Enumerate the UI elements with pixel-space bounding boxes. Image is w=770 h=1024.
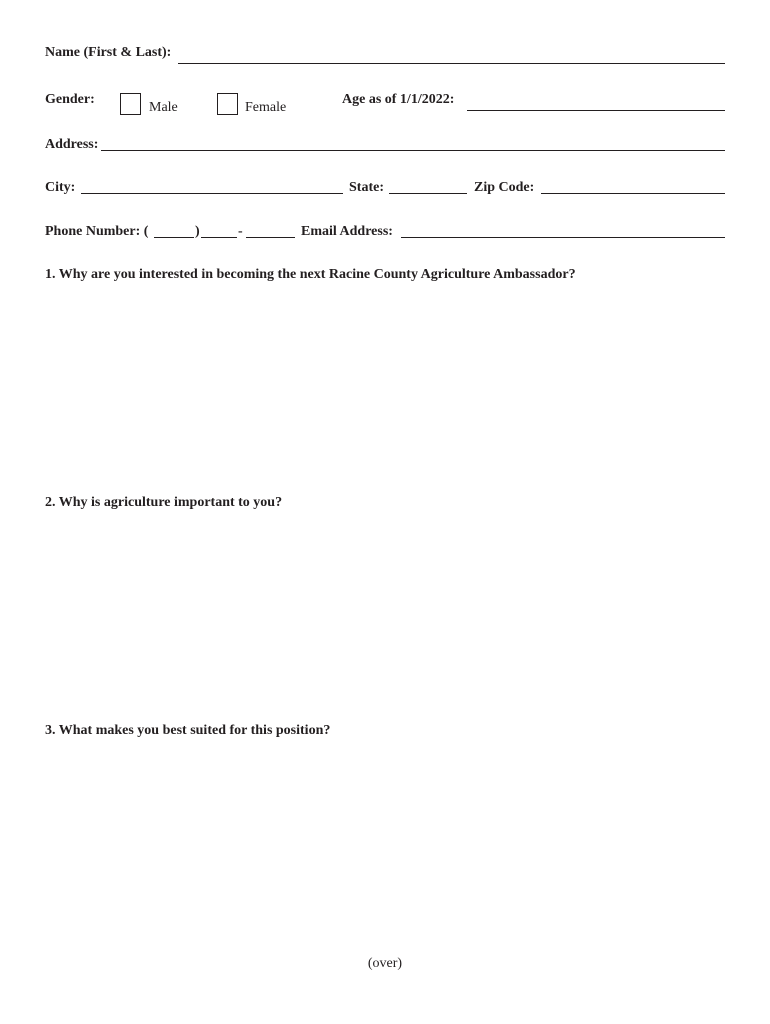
- gender-age-row: [45, 92, 725, 116]
- state-label: State:: [349, 180, 384, 195]
- answer-3-area[interactable]: [45, 748, 725, 938]
- female-option-label: Female: [245, 100, 287, 115]
- phone-paren-close: ): [195, 224, 200, 239]
- page-footer-over: (over): [367, 956, 403, 971]
- city-field[interactable]: [81, 193, 343, 194]
- answer-2-area[interactable]: [45, 520, 725, 710]
- phone-prefix-field[interactable]: [201, 237, 237, 238]
- address-row: [45, 137, 725, 161]
- phone-area-code-field[interactable]: [154, 237, 194, 238]
- name-row: [45, 45, 725, 69]
- male-option-label: Male: [149, 100, 178, 115]
- question-3: 3. What makes you best suited for this position?: [45, 723, 331, 738]
- question-2: 2. Why is agriculture important to you?: [45, 495, 283, 510]
- city-label: City:: [45, 180, 76, 195]
- name-label: Name (First & Last):: [45, 45, 172, 60]
- zip-code-field[interactable]: [541, 193, 725, 194]
- address-field[interactable]: [101, 150, 725, 151]
- email-label: Email Address:: [301, 224, 393, 239]
- question-1: 1. Why are you interested in becoming the next Racine County Agriculture Ambassador?: [45, 267, 576, 282]
- phone-dash: -: [238, 224, 243, 239]
- female-checkbox[interactable]: [217, 93, 238, 115]
- answer-1-area[interactable]: [45, 292, 725, 482]
- phone-line-number-field[interactable]: [246, 237, 295, 238]
- age-label: Age as of 1/1/2022:: [342, 92, 455, 107]
- phone-label: Phone Number: (: [45, 224, 149, 239]
- zip-code-label: Zip Code:: [474, 180, 535, 195]
- email-field[interactable]: [401, 237, 725, 238]
- address-label: Address:: [45, 137, 99, 152]
- state-field[interactable]: [389, 193, 467, 194]
- male-checkbox[interactable]: [120, 93, 141, 115]
- gender-label: Gender:: [45, 92, 95, 107]
- name-field[interactable]: [178, 63, 725, 64]
- city-state-zip-row: [45, 180, 725, 204]
- age-field[interactable]: [467, 110, 725, 111]
- phone-email-row: [45, 224, 725, 248]
